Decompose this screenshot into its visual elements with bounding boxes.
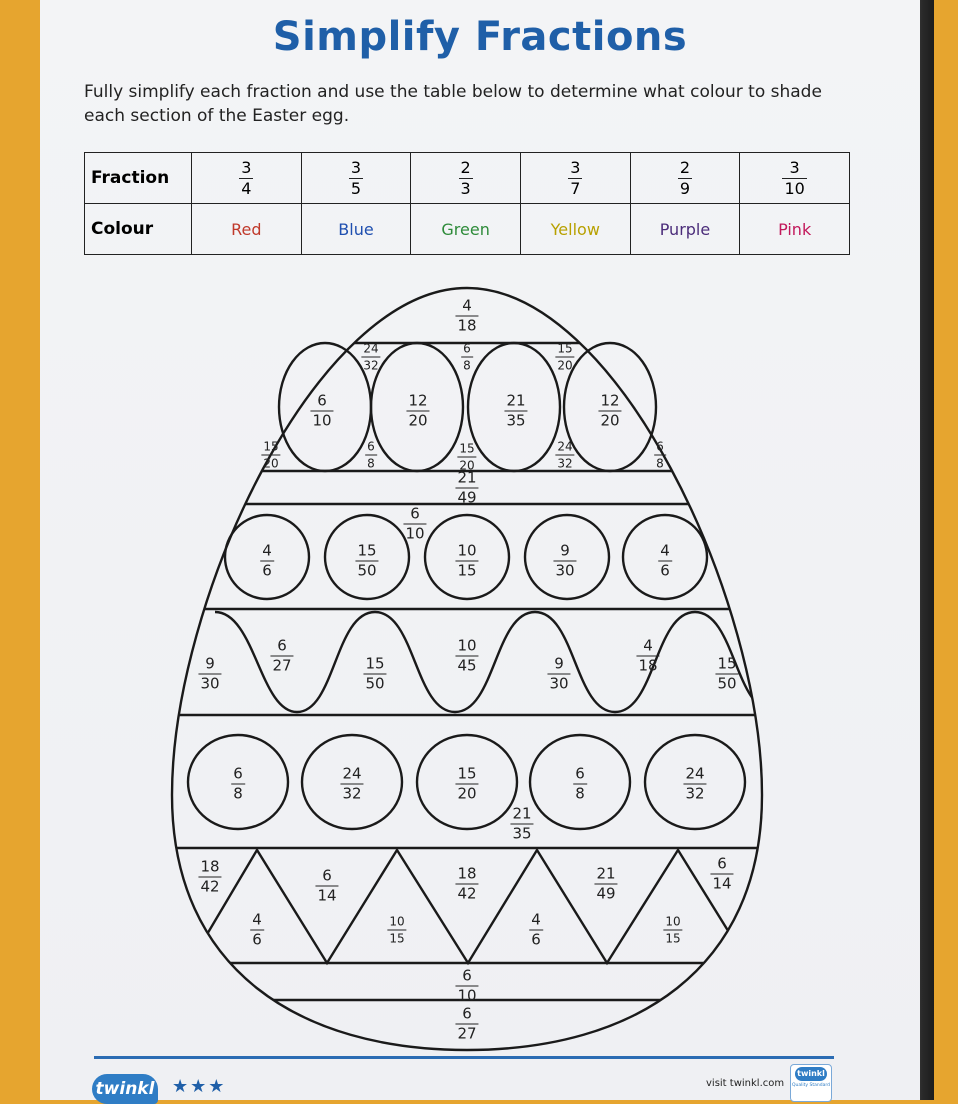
fraction [573, 764, 587, 803]
numerator: 18 [457, 864, 477, 883]
numerator: 4 [531, 910, 541, 929]
denominator: 5 [350, 178, 362, 198]
egg-fraction [198, 857, 221, 896]
numerator: 15 [457, 764, 477, 783]
egg-fraction [387, 916, 406, 945]
easter-egg-diagram [40, 0, 920, 1100]
numerator: 6 [656, 439, 664, 454]
numerator: 9 [198, 657, 221, 675]
page-title: Simplify Fractions [272, 14, 688, 60]
egg-fraction [455, 636, 478, 675]
fraction [455, 541, 478, 580]
denominator: 20 [459, 458, 475, 473]
numerator: 15 [263, 439, 279, 454]
numerator: 15 [557, 341, 573, 356]
key-colour-blue: Blue [301, 204, 411, 255]
fraction [455, 468, 478, 507]
fraction [594, 864, 617, 903]
numerator: 6 [315, 869, 338, 887]
fraction [455, 636, 478, 675]
fraction [363, 654, 386, 693]
egg-fraction [455, 468, 478, 507]
numerator: 6 [233, 764, 243, 783]
key-colour-green: Green [411, 204, 521, 255]
egg-fraction [594, 864, 617, 903]
egg-fraction [455, 1004, 478, 1043]
denominator: 6 [262, 561, 272, 580]
fraction [403, 504, 426, 543]
fraction [406, 391, 429, 430]
key-colour-yellow: Yellow [520, 204, 630, 255]
denominator: 35 [506, 411, 526, 430]
denominator: 4 [241, 178, 252, 198]
denominator: 10 [784, 178, 805, 198]
fraction [365, 441, 377, 470]
numerator: 4 [455, 299, 478, 317]
egg-fraction [355, 541, 378, 580]
fraction [455, 764, 478, 803]
egg-fraction [547, 654, 570, 693]
numerator: 21 [506, 391, 526, 410]
egg-fraction [406, 391, 429, 430]
denominator: 30 [200, 674, 220, 693]
egg-fraction [340, 764, 363, 803]
fraction [261, 441, 280, 470]
instructions-text: Fully simplify each fraction and use the table below to determine what colour to shade each section of the Easter egg. [84, 82, 822, 126]
numerator: 4 [262, 541, 272, 560]
egg-fraction [261, 441, 280, 470]
egg-fraction [361, 343, 380, 372]
numerator: 9 [553, 544, 576, 562]
egg-fraction [455, 864, 478, 903]
egg-fraction [555, 343, 574, 372]
numerator: 3 [570, 157, 581, 177]
fraction [310, 391, 333, 430]
egg-fraction [636, 636, 659, 675]
numerator: 6 [710, 857, 733, 875]
numerator: 6 [310, 394, 333, 412]
egg-fraction [529, 910, 543, 949]
numerator: 24 [342, 764, 362, 783]
numerator: 6 [455, 969, 478, 987]
denominator: 20 [457, 784, 477, 803]
fraction [361, 343, 380, 372]
denominator: 49 [457, 488, 477, 507]
numerator: 12 [600, 391, 620, 410]
egg-fraction [710, 854, 733, 893]
denominator: 32 [342, 784, 362, 803]
fraction [387, 916, 406, 945]
numerator: 15 [459, 441, 475, 456]
denominator: 20 [263, 456, 279, 471]
denominator: 50 [365, 674, 385, 693]
egg-fraction [573, 764, 587, 803]
egg-fraction [553, 541, 576, 580]
egg-fraction [315, 866, 338, 905]
egg-fraction [455, 541, 478, 580]
fraction-header: Fraction [85, 153, 192, 204]
denominator: 30 [555, 561, 575, 580]
denominator: 14 [712, 874, 732, 893]
fraction [340, 764, 363, 803]
twinkl-logo: twinkl [92, 1074, 158, 1104]
numerator: 21 [512, 804, 532, 823]
fraction [455, 864, 478, 903]
numerator: 15 [357, 541, 377, 560]
denominator: 3 [460, 178, 471, 198]
egg-fraction [231, 764, 245, 803]
egg-fraction [260, 541, 274, 580]
worksheet-page [40, 0, 920, 1100]
denominator: 27 [457, 1024, 477, 1043]
denominator: 6 [531, 930, 541, 949]
numerator: 6 [403, 507, 426, 525]
fraction [658, 541, 672, 580]
numerator: 21 [457, 468, 477, 487]
numerator: 9 [547, 657, 570, 675]
key-colour-red: Red [192, 204, 302, 255]
denominator: 7 [570, 178, 581, 198]
fraction [663, 916, 682, 945]
egg-fraction [363, 654, 386, 693]
numerator: 6 [367, 439, 375, 454]
numerator: 4 [636, 639, 659, 657]
denominator: 8 [575, 784, 585, 803]
numerator: 24 [685, 764, 705, 783]
denominator: 50 [357, 561, 377, 580]
numerator: 10 [457, 636, 477, 655]
badge-subtitle: Quality Standard [792, 1083, 830, 1088]
denominator: 8 [463, 358, 471, 373]
denominator: 20 [600, 411, 620, 430]
visit-link[interactable]: visit twinkl.com [706, 1078, 785, 1089]
denominator: 32 [363, 358, 379, 373]
denominator: 8 [367, 456, 375, 471]
denominator: 6 [252, 930, 262, 949]
egg-fraction [715, 654, 738, 693]
fraction [198, 654, 221, 693]
wave-line [215, 612, 775, 712]
egg-fraction [457, 443, 476, 472]
numerator: 15 [717, 654, 737, 673]
denominator: 49 [596, 884, 616, 903]
denominator: 9 [679, 178, 691, 198]
denominator: 14 [317, 886, 337, 905]
denominator: 45 [457, 656, 477, 675]
denominator: 15 [457, 561, 477, 580]
denominator: 18 [457, 316, 477, 335]
numerator: 2 [460, 157, 471, 177]
numerator: 3 [241, 157, 252, 177]
egg-fraction [654, 441, 666, 470]
fraction [198, 857, 221, 896]
denominator: 8 [233, 784, 243, 803]
badge-logo: twinkl [795, 1067, 827, 1081]
egg-fraction [663, 916, 682, 945]
egg-fraction [270, 636, 293, 675]
fraction [457, 443, 476, 472]
fraction [231, 764, 245, 803]
numerator: 21 [596, 864, 616, 883]
denominator: 50 [717, 674, 737, 693]
egg-fraction [461, 343, 473, 372]
fraction [510, 804, 533, 843]
denominator: 32 [685, 784, 705, 803]
numerator: 2 [679, 157, 691, 177]
egg-fraction [403, 504, 426, 543]
fraction [598, 391, 621, 430]
fraction [455, 296, 478, 335]
denominator: 20 [557, 358, 573, 373]
denominator: 6 [660, 561, 670, 580]
denominator: 20 [408, 411, 428, 430]
egg-fraction [365, 441, 377, 470]
numerator: 10 [457, 541, 477, 560]
denominator: 10 [312, 411, 332, 430]
egg-fraction [504, 391, 527, 430]
egg-fraction [198, 654, 221, 693]
fraction [715, 654, 738, 693]
numerator: 6 [270, 639, 293, 657]
egg-fraction [510, 804, 533, 843]
fraction [553, 541, 576, 580]
egg-fraction [455, 296, 478, 335]
fraction [315, 866, 338, 905]
denominator: 10 [457, 986, 477, 1005]
numerator: 6 [575, 764, 585, 783]
numerator: 10 [389, 914, 405, 929]
egg-fraction [555, 441, 574, 470]
denominator: 32 [557, 456, 573, 471]
denominator: 10 [405, 524, 425, 543]
fraction [355, 541, 378, 580]
fraction [547, 654, 570, 693]
numerator: 24 [363, 341, 379, 356]
fraction [260, 541, 274, 580]
quality-badge [790, 1064, 832, 1102]
denominator: 15 [665, 931, 681, 946]
fraction [504, 391, 527, 430]
numerator: 18 [200, 857, 220, 876]
numerator: 4 [660, 541, 670, 560]
egg-fraction [455, 966, 478, 1005]
denominator: 42 [200, 877, 220, 896]
fraction [636, 636, 659, 675]
denominator: 15 [389, 931, 405, 946]
denominator: 30 [549, 674, 569, 693]
numerator: 10 [665, 914, 681, 929]
key-colour-purple: Purple [630, 204, 740, 255]
fraction [455, 966, 478, 1005]
egg-fraction [683, 764, 706, 803]
fraction [683, 764, 706, 803]
fraction [461, 343, 473, 372]
fraction [270, 636, 293, 675]
numerator: 3 [350, 157, 362, 177]
numerator: 12 [408, 391, 428, 410]
denominator: 27 [272, 656, 292, 675]
fraction [654, 441, 666, 470]
fraction [529, 910, 543, 949]
numerator: 6 [463, 341, 471, 356]
fraction [455, 1004, 478, 1043]
denominator: 42 [457, 884, 477, 903]
fraction [250, 910, 264, 949]
fraction [555, 441, 574, 470]
egg-fraction [658, 541, 672, 580]
egg-fraction [250, 910, 264, 949]
denominator: 35 [512, 824, 532, 843]
denominator: 8 [656, 456, 664, 471]
footer-rule [94, 1056, 834, 1059]
numerator: 3 [782, 160, 806, 179]
numerator: 6 [455, 1007, 478, 1025]
key-colour-pink: Pink [740, 204, 850, 255]
denominator: 18 [638, 656, 658, 675]
egg-fraction [310, 391, 333, 430]
fraction [555, 343, 574, 372]
colour-header: Colour [85, 204, 192, 255]
fraction [710, 854, 733, 893]
numerator: 24 [557, 439, 573, 454]
numerator: 15 [365, 654, 385, 673]
egg-fraction [598, 391, 621, 430]
numerator: 4 [252, 910, 262, 929]
star-rating: ★★★ [172, 1076, 227, 1097]
egg-fraction [455, 764, 478, 803]
